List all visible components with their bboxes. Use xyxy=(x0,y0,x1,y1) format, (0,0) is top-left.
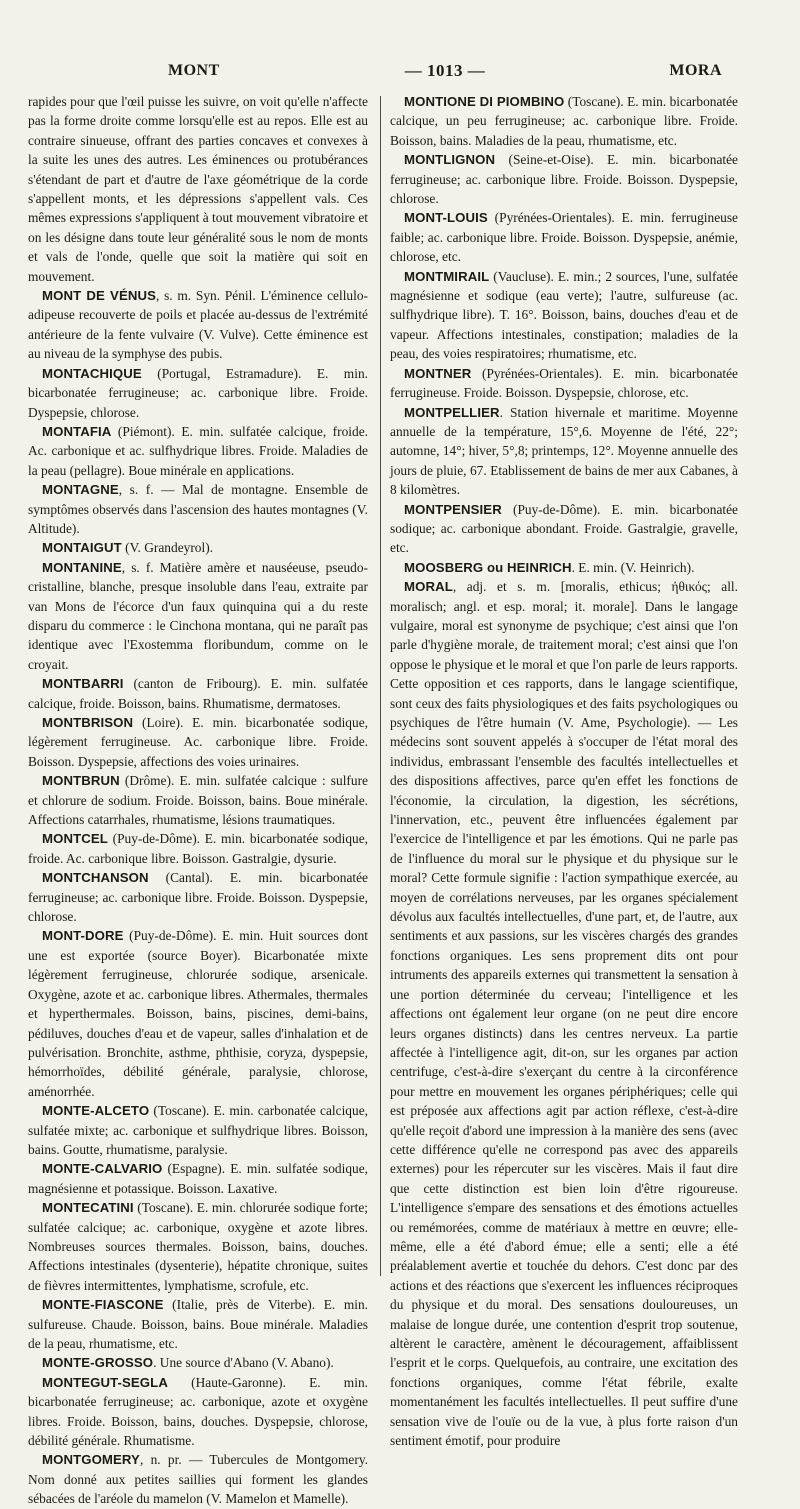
column-divider xyxy=(380,96,381,1276)
entry-text: (Pyrénées-Orientales). E. min. bicarbonatée ferrugineuse. Froide. Boisson. Dyspepsie, chlorose, etc. xyxy=(390,365,738,401)
entry-text: , s. f. — Mal de montagne. Ensemble de symptômes observés dans l'ascension des hautes montagnes (V. Altitude). xyxy=(28,482,368,536)
dictionary-entry xyxy=(28,286,368,364)
entry-text: (Drôme). E. min. sulfatée calcique : sulfure et chlorure de sodium. Froide. Boisson, bains. Boue minérale. Affections catarrhales, rhumatisme, lésions traumatiques. xyxy=(28,773,368,828)
entry-headword: MONTAIGUT xyxy=(42,540,122,556)
entry-text: (Pyrénées-Orientales). E. min. ferrugineuse faible; ac. carbonique libre. Froide. Boisson. Dyspepsie, anémie, chlorose, etc. xyxy=(390,210,738,265)
dictionary-entry xyxy=(390,558,738,577)
entry-text: (Vaucluse). E. min.; 2 sources, l'une, sulfatée magnésienne et sodique (eau verte); l'autre, sulfureuse (ac. sulfhydrique libre). T. 16°. Boisson, bains, douches d'eau et de vapeur. Affections intestinales, constipation; maladies de la peau, des voies respiratoires; rhumatisme, etc. xyxy=(390,268,738,362)
entry-text: (Toscane). E. min. bicarbonatée calcique, un peu ferrugineuse; ac. carbonique libre. Froide. Boisson, bains. Maladies de la peau, rhumatisme, etc. xyxy=(390,94,739,148)
entry-headword: MONTE-FIASCONE xyxy=(42,1297,164,1313)
entry-headword: MONTAFIA xyxy=(42,423,112,439)
dictionary-entry xyxy=(28,674,368,713)
entry-text: , s. m. Syn. Pénil. L'éminence cellulo-adipeuse recouverte de poils et placée au-dessus de l'extrémité antérieure de la fente vulvaire (V. Vulve). Cette éminence est au niveau de la symphyse des pubis. xyxy=(28,288,368,362)
entry-headword: MONTCHANSON xyxy=(42,870,149,886)
entry-headword: MONTANINE xyxy=(42,559,122,575)
dictionary-entry xyxy=(28,1295,368,1353)
entry-headword: MONTBRUN xyxy=(42,773,120,789)
entry-headword: MONTBRISON xyxy=(42,715,134,730)
entry-headword: MONTCEL xyxy=(42,831,108,847)
entry-text: (Loire). E. min. bicarbonatée sodique, légèrement ferrugineuse. Ac. carbonique libre. Froide. Boisson. Dyspepsie, affections des voies urinaires. xyxy=(28,715,368,769)
entry-text: , adj. et s. m. [moralis, ethicus; ἠθικός; all. moralisch; angl. et esp. moral; it. morale]. Dans le langage vulgaire, moral est synonyme de psychique; c'est ainsi que l'on parle d'hygiène morale, de traitement moral; c'est ainsi que l'on oppose le physique et le moral et que l'on parle de leurs rapports. Cette opposition et ces rapports, dans le langage scientifique, sont ceux des faits physiologiques et des faits psychologiques ou psychiques de l'être humain (V. Ame, Psychologie). — Les médecins sont souvent appelés à s'occuper de l'état moral des individus, embrassant l'ensemble des facultés intellectuelles et des dispositions affectives, parce qu'en effet les fonctions de l'économie, la circulation, la digestion, les sécrétions, l'innervation, etc., peuvent être influencées également par l'exercice de l'intelligence et par les émotions. Qui ne parle pas de l'influence du moral sur le physique et du physique sur le moral? Cette formule signifie : l'action sympathique exercée, au moyen de corrélations nerveuses, par les organes spécialement dévolus aux facultés intellectuelles, d'une part, et, de l'autre, aux sentiments et aux passions, sur les viscères chargés des grandes fonctions organiques. Les sens proprement dits ont pour intruments des appareils externes qui transmettent la sensation à une portion déterminée du cerveau; l'intelligence et les affections ont également leur organe (on ne peut dire encore leurs organes distincts) dans les centres nerveux. La partie affectée à l'intelligence agit, dit-on, sur les organes par action centrifuge, c'est-à-dire s'exerçant du centre à la circonférence pour mettre en mouvement les organes périphériques; celle qui est préposée aux affections agit par action réflexe, c'est-à-dire qu'elle reçoit d'abord une impression à la manière des sens (avec cette différence qu'elle ne correspond pas avec des appareils externes) pour les répercuter sur les viscères. Mais il faut dire que cette distinction est bien loin d'être rigoureuse. L'intelligence s'empare des sensations et des émotions actuelles ou remémorées, comme de matériaux à mettre en œuvre; elle-même, elle a été d'abord émue; elle a senti; elle a été préalablement avertie et touchée du dehors. C'est donc par des actions et des réactions que s'exercent les influences réciproques du physique et du moral. Des sensations douloureuses, un malaise de longue durée, une contention d'esprit trop soutenue, altèrent le caractère, amènent le découragement, affaiblissent l'esprit et le corps. Quelquefois, au contraire, une excitation des fonctions organiques, comme l'état fébrile, exalte momentanément les facultés intellectuelles. Il peut suffire d'une sensation vive de l'ouïe ou de la vue, à plus forte raison d'un sentiment émotif, pour produire xyxy=(390,579,738,1449)
dictionary-entry xyxy=(28,926,368,1101)
entry-headword: MORAL xyxy=(404,579,453,595)
entry-text: (Puy-de-Dôme). E. min. bicarbonatée sodique, froide. Ac. carbonique libre. Boisson. Gastralgie, dysurie. xyxy=(28,831,368,866)
entry-text: (canton de Fribourg). E. min. sulfatée calcique, froide. Boisson, bains. Rhumatisme, dermatoses. xyxy=(28,676,368,711)
dictionary-entry xyxy=(28,829,368,868)
entry-headword: MONTPENSIER xyxy=(404,501,502,517)
right-column xyxy=(390,92,738,1450)
dictionary-entry xyxy=(28,538,368,557)
entry-text: (Haute-Garonne). E. min. bicarbonatée ferrugineuse; ac. carbonique, azote et oxygène libres. Froide. Boisson, bains, douches. Dyspepsie, chlorose, débilité générale. Rhumatisme. xyxy=(28,1374,368,1449)
dictionary-entry xyxy=(28,1353,368,1372)
entry-headword: MONTEGUT-SEGLA xyxy=(42,1374,168,1390)
dictionary-entry xyxy=(28,92,368,286)
running-head xyxy=(150,58,740,84)
entry-text: (Seine-et-Oise). E. min. bicarbonatée ferrugineuse; ac. carbonique libre. Froide. Boisson. Dyspepsie, chlorose. xyxy=(390,152,738,207)
dictionary-entry xyxy=(390,577,738,1450)
entry-text: , s. f. Matière amère et nauséeuse, pseudo-cristalline, blanche, presque insoluble dans l'eau, extraite par van Mons de l'écorce d'un faux quinquina qui a du reste disparu du commerce : le Cinchona montana, qui ne paraît pas identique avec l'Exostemma floribundum, comme on le croyait. xyxy=(28,559,368,672)
entry-text: (Piémont). E. min. sulfatée calcique, froide. Ac. carbonique et ac. sulfhydrique libres. Froide. Maladies de la peau (pellagre). Boue minérale en applications. xyxy=(28,423,368,478)
entry-headword: MONTPELLIER xyxy=(404,404,500,420)
dictionary-entry xyxy=(390,150,738,208)
entry-text: (V. Grandeyrol). xyxy=(121,540,214,556)
entry-headword: MONTE-CALVARIO xyxy=(42,1161,163,1177)
entry-text: rapides pour que l'œil puisse les suivre, on voit qu'elle n'affecte pas la forme droite comme lorsqu'elle est au repos. Elle est au contraire sinueuse, offrant des parties concaves et convexes à la suite les unes des autres. Les éminences ou protubérances s'étendant de part et d'autre de l'axe géométrique de la corde s'appellent monts, et les dépressions s'appellent vals. Ces mêmes expressions s'appliquent à tout mouvement vibratoire et on les désigne dans toute leur généralité sous le nom de monts et vals de l'onde, quelle que soit la matière qui soit en mouvement. xyxy=(28,94,368,284)
dictionary-entry xyxy=(390,403,738,500)
entry-headword: MONT-DORE xyxy=(42,928,124,944)
entry-headword: MONT-LOUIS xyxy=(404,210,488,226)
entry-text: (Espagne). E. min. sulfatée sodique, magnésienne et potassique. Boisson. Laxative. xyxy=(28,1161,368,1196)
entry-text: . Station hivernale et maritime. Moyenne annuelle de la température, 15°,6. Moyenne de l'été, 22°; automne, 14°; hiver, 5°,8; printemps, 12°. Moyenne annuelle des jours de pluie, 67. Etablissement de bains de mer aux Cabanes, à 8 kilomètres. xyxy=(390,404,738,498)
entry-headword: MOOSBERG ou HEINRICH xyxy=(404,559,572,575)
running-head-right: MORA xyxy=(669,62,722,79)
entry-headword: MONTBARRI xyxy=(42,676,124,692)
dictionary-entry xyxy=(28,1159,368,1198)
entry-headword: MONTAGNE xyxy=(42,482,119,498)
dictionary-entry xyxy=(390,500,738,558)
dictionary-entry xyxy=(28,868,368,926)
entry-text: (Puy-de-Dôme). E. min. bicarbonatée sodique; ac. carbonique abondant. Froide. Gastralgie, gravelle, etc. xyxy=(390,501,738,556)
entry-text: (Cantal). E. min. bicarbonatée ferrugineuse; ac. carbonique libre. Froide. Boisson. Dyspepsie, chlorose. xyxy=(28,870,368,925)
entry-text: . Une source d'Abano (V. Abano). xyxy=(153,1355,334,1371)
entry-text: (Italie, près de Viterbe). E. min. sulfureuse. Chaude. Boisson, bains. Boue minérale. Maladies de la peau, rhumatisme, etc. xyxy=(28,1297,368,1351)
entry-headword: MONTIONE DI PIOMBINO xyxy=(404,94,565,109)
entry-text: (Portugal, Estramadure). E. min. bicarbonatée ferrugineuse; ac. carbonique libre. Froide. Dyspepsie, chlorose. xyxy=(28,365,368,420)
entry-headword: MONTNER xyxy=(404,365,472,381)
entry-headword: MONTE-GROSSO xyxy=(42,1355,154,1371)
entry-text: (Puy-de-Dôme). E. min. Huit sources dont une est exportée (source Boyer). Bicarbonatée mixte légèrement ferrugineuse, chlorurée sodique, arsenicale. Oxygène, azote et ac. carbonique libres. Athermales, thermales et hyperthermales. Boisson, bains, piscines, demi-bains, pédiluves, douches d'eau et de vapeur, salles d'inhalation et de pulvérisation. Bronchite, asthme, phthisie, coryza, dyspepsie, hémorrhoïdes, débilité générale, paralysie, chlorose, aménorrhée. xyxy=(28,928,368,1099)
entry-text: , n. pr. — Tubercules de Montgomery. Nom donné aux petites saillies qui forment les glandes sébacées de l'aréole du mamelon (V. Mamelon et Mamelle). xyxy=(28,1452,368,1507)
dictionary-entry xyxy=(390,92,738,150)
dictionary-entry xyxy=(28,713,368,771)
entry-headword: MONTE-ALCETO xyxy=(42,1103,150,1119)
entry-headword: MONTECATINI xyxy=(42,1200,134,1216)
entry-headword: MONTGOMERY xyxy=(42,1452,140,1468)
dictionary-entry xyxy=(28,1101,368,1159)
entry-headword: MONTLIGNON xyxy=(404,152,496,168)
dictionary-entry xyxy=(28,771,368,829)
dictionary-entry xyxy=(28,480,368,538)
left-column xyxy=(28,92,368,1509)
entry-text: . E. min. (V. Heinrich). xyxy=(571,559,695,575)
entry-headword: MONTACHIQUE xyxy=(42,365,142,381)
dictionary-entry xyxy=(28,364,368,422)
entry-text: (Toscane). E. min. carbonatée calcique, sulfatée mixte; ac. carbonique et sulfhydrique libres. Boisson, bains. Goutte, rhumatisme, paralysie. xyxy=(28,1103,368,1157)
dictionary-entry xyxy=(28,422,368,480)
entry-headword: MONTMIRAIL xyxy=(404,268,490,284)
running-head-left: MONT xyxy=(168,62,220,79)
entry-headword: MONT DE VÉNUS xyxy=(42,288,156,304)
dictionary-entry xyxy=(28,1450,368,1508)
page-number: — 1013 — xyxy=(404,61,486,80)
dictionary-entry xyxy=(390,364,738,403)
dictionary-entry xyxy=(390,267,738,364)
dictionary-entry xyxy=(28,1373,368,1451)
entry-text: (Toscane). E. min. chlorurée sodique forte; sulfatée calcique; ac. carbonique, oxygène et azote libres. Nombreuses sources thermales. Boisson, bains, douches. Affections intestinales (dysenterie), hépatite chronique, suites de fièvres intermittentes, lymphatisme, scrofule, etc. xyxy=(28,1200,368,1293)
dictionary-entry xyxy=(28,558,368,674)
dictionary-entry xyxy=(28,1198,368,1295)
dictionary-entry xyxy=(390,208,738,266)
